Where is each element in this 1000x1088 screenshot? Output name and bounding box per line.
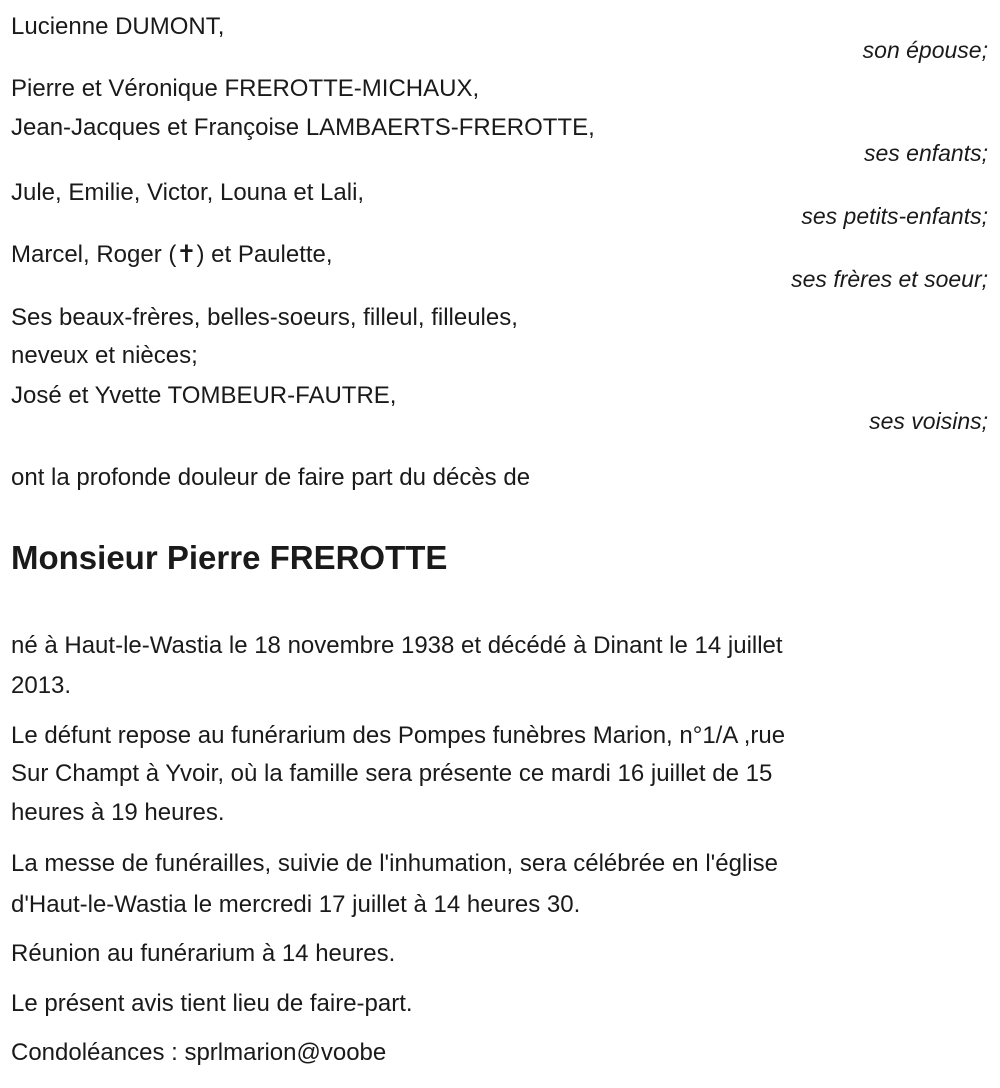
family-name-line: José et Yvette TOMBEUR-FAUTRE, (11, 382, 397, 409)
family-name-line: Pierre et Véronique FREROTTE-MICHAUX, (11, 75, 480, 102)
deceased-name-heading: Monsieur Pierre FREROTTE (11, 539, 448, 576)
family-name-line: Jule, Emilie, Victor, Louna et Lali, (11, 179, 365, 206)
family-relation: ses enfants; (863, 140, 988, 166)
family-relation: ses petits-enfants; (801, 203, 988, 229)
paragraph-line: d'Haut-le-Wastia le mercredi 17 juillet à 14 heures 30. (11, 891, 581, 918)
condolences-line: Condoléances : sprlmarion@voobe (11, 1039, 387, 1066)
paragraph-line: 2013. (11, 672, 72, 699)
family-name-line: Lucienne DUMONT, (11, 13, 225, 40)
paragraph-line: La messe de funérailles, suivie de l'inhumation, sera célébrée en l'église (11, 850, 778, 877)
family-name-line: Jean-Jacques et Françoise LAMBAERTS-FREROTTE, (11, 114, 595, 141)
family-name-line: Marcel, Roger (✝) et Paulette, (11, 241, 333, 268)
paragraph-line: Sur Champt à Yvoir, où la famille sera présente ce mardi 16 juillet de 15 (11, 760, 773, 787)
family-name-line: Ses beaux-frères, belles-soeurs, filleul, filleules, (11, 304, 518, 331)
paragraph-line: Le défunt repose au funérarium des Pompes funèbres Marion, n°1/A ,rue (11, 722, 786, 749)
paragraph-line: Réunion au funérarium à 14 heures. (11, 940, 396, 967)
family-relation: ses frères et soeur; (791, 266, 988, 292)
paragraph-line: Le présent avis tient lieu de faire-part. (11, 990, 413, 1017)
family-relation: ses voisins; (869, 408, 988, 434)
family-name-line: neveux et nièces; (11, 342, 198, 369)
paragraph-line: heures à 19 heures. (11, 799, 225, 826)
announcement-text: ont la profonde douleur de faire part du décès de (11, 464, 531, 491)
paragraph-line: né à Haut-le-Wastia le 18 novembre 1938 et décédé à Dinant le 14 juillet (11, 632, 783, 659)
family-relation: son épouse; (862, 37, 988, 63)
